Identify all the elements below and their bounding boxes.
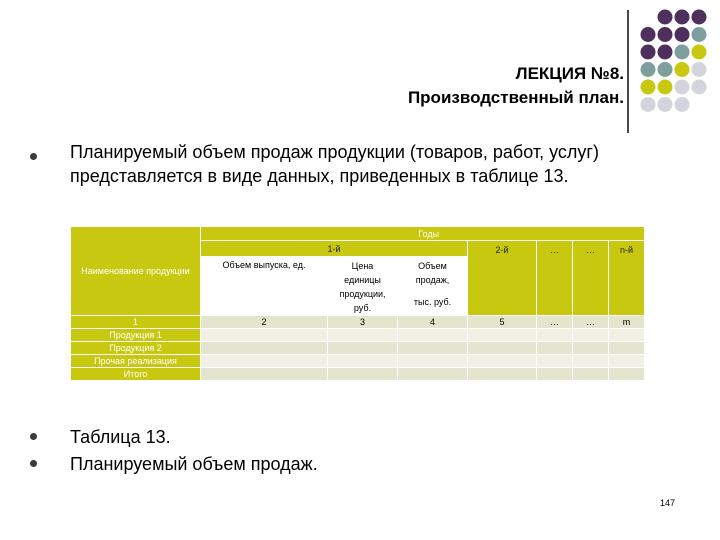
- number-cell: …: [573, 316, 609, 329]
- number-cell: 4: [398, 316, 468, 329]
- sales-plan-table: [70, 226, 645, 381]
- decor-dot: [641, 45, 656, 60]
- row-label: Прочая реализация: [71, 355, 201, 368]
- decor-dot: [641, 97, 656, 112]
- col-price-line: руб.: [353, 303, 372, 313]
- title-line-1: ЛЕКЦИЯ №8.: [515, 64, 624, 83]
- number-cell: 5: [468, 316, 537, 329]
- header-product-cell: [71, 227, 201, 316]
- decor-dot: [692, 27, 707, 42]
- col-sales-spacer: [398, 287, 467, 295]
- decor-dot: [675, 45, 690, 60]
- header-year-1: 1-й: [201, 241, 468, 257]
- slide-title: [408, 62, 624, 110]
- footer-list: [70, 424, 318, 478]
- bullet-dot: [30, 433, 37, 440]
- decor-dot: [675, 97, 690, 112]
- col-price: [328, 257, 398, 316]
- row-label: Итого: [71, 368, 201, 381]
- decor-dot: [658, 80, 673, 95]
- decor-dot: [658, 62, 673, 77]
- page-number: 147: [660, 498, 676, 508]
- decor-dot: [675, 80, 690, 95]
- number-cell: m: [609, 316, 645, 329]
- title-line-2: Производственный план.: [407, 88, 624, 107]
- decor-dot: [658, 97, 673, 112]
- number-cell: …: [537, 316, 573, 329]
- bullet-dot: [30, 460, 37, 467]
- footer-line-2: Планируемый объем продаж.: [70, 454, 318, 474]
- decor-dot: [641, 80, 656, 95]
- row-label: Продукция 2: [71, 342, 201, 355]
- number-cell: 1: [71, 316, 201, 329]
- col-sales-line: тыс. руб.: [413, 297, 452, 307]
- number-cell: 2: [201, 316, 328, 329]
- col-sales-line: Объем: [418, 261, 447, 271]
- col-sales-line: продаж,: [415, 275, 450, 285]
- col-price-line: единицы: [344, 275, 381, 285]
- decorative-dot-grid: [639, 9, 719, 119]
- decor-dot: [692, 80, 707, 95]
- intro-line-1: Планируемый объем продаж продукции (товаров, работ, услуг): [70, 142, 599, 162]
- col-output: Объем выпуска, ед.: [201, 257, 328, 316]
- header-product: Наименование продукции: [81, 266, 190, 276]
- decor-dot: [675, 27, 690, 42]
- decor-dot: [658, 10, 673, 25]
- decor-dot: [658, 45, 673, 60]
- decor-dot: [692, 10, 707, 25]
- decor-dot: [675, 10, 690, 25]
- number-cell: 3: [328, 316, 398, 329]
- col-price-line: Цена: [351, 261, 374, 271]
- header-year-n: n-й: [609, 241, 645, 316]
- intro-line-2: представляется в виде данных, приведенных в таблице 13.: [70, 166, 569, 186]
- footer-line-1: Таблица 13.: [70, 427, 171, 447]
- header-dots-1: …: [537, 241, 573, 316]
- header-year-2: 2-й: [468, 241, 537, 316]
- col-sales: [398, 257, 468, 316]
- header-years: Годы: [201, 227, 645, 241]
- decor-dot: [658, 27, 673, 42]
- bullet-dot: [30, 153, 37, 160]
- decor-dot: [675, 62, 690, 77]
- col-price-line: продукции,: [339, 289, 386, 299]
- header-dots-2: …: [573, 241, 609, 316]
- intro-paragraph: [70, 140, 599, 188]
- decor-dot: [692, 62, 707, 77]
- row-label: Продукция 1: [71, 329, 201, 342]
- decor-dot: [692, 45, 707, 60]
- decor-dot: [641, 27, 656, 42]
- decorative-vertical-line: [627, 10, 629, 133]
- decor-dot: [641, 62, 656, 77]
